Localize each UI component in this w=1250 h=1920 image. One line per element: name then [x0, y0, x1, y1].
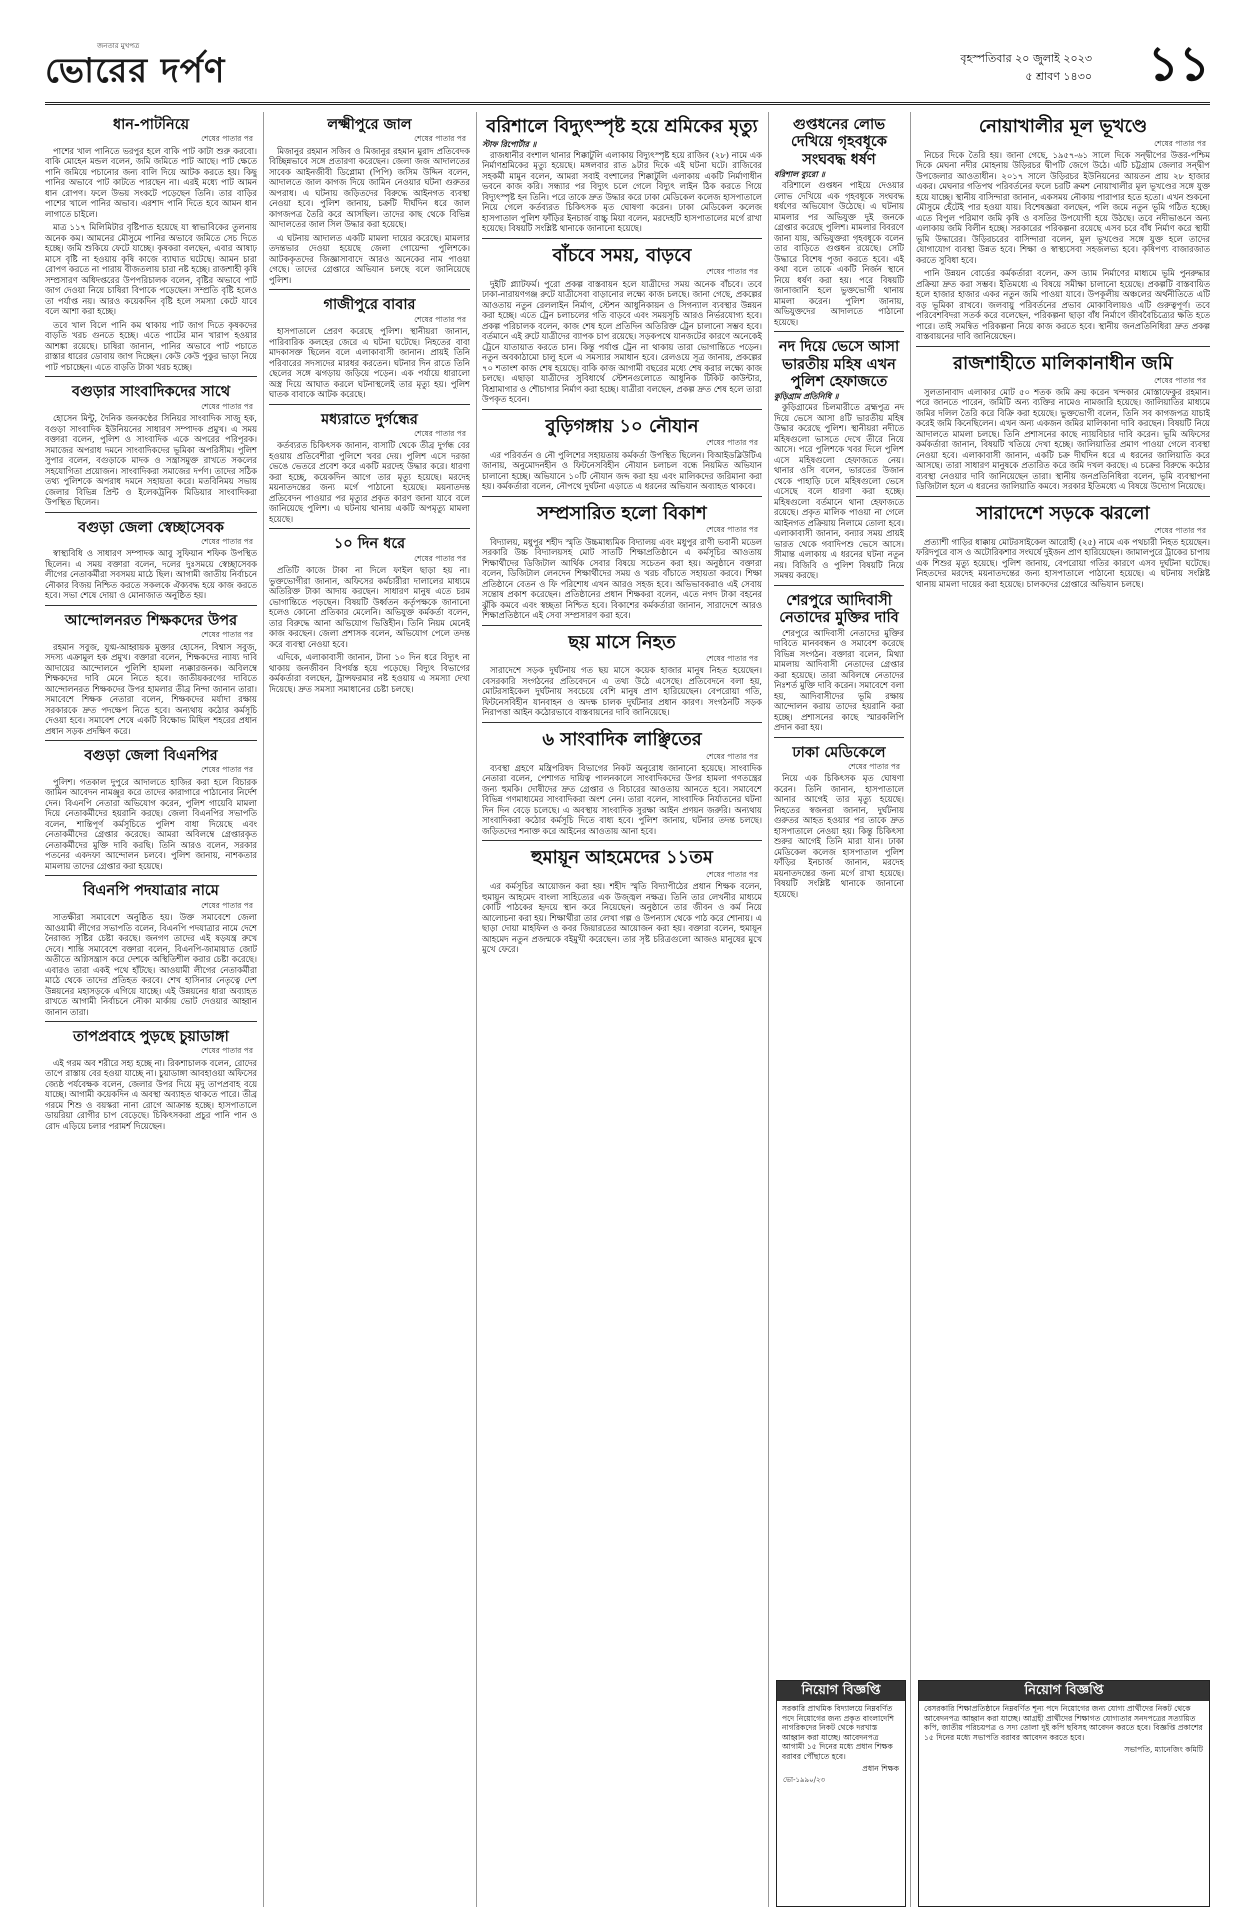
article-paragraph: এই গরম অব শরীরে সহ্য হচ্ছে না। রিকশাচালক বলেন, রোদের তাপে রাস্তায় বের হওয়া যাচ্ছে না। চুয়াডাঙ্গা আবহাওয়া অফিসের জ্যেষ্ঠ পর্যবেক্ষক বলেন, জেলার উপর দিয়ে মৃদু তাপপ্রবাহ বয়ে যাচ্ছে। আগামী কয়েকদিন এ অবস্থা অব্যাহত থাকতে পারে। তীব্র গরমে শিশু ও বয়স্করা নানা রোগে আক্রান্ত হচ্ছে। হাসপাতালে ডায়রিয়া রোগীর চাপ বেড়েছে। চিকিৎসকরা প্রচুর পানি পান ও রোদ এড়িয়ে চলার পরামর্শ দিয়েছেন। [45, 1057, 257, 1131]
headline-laxmipur-jal: লক্ষ্মীপুরে জাল [327, 116, 412, 133]
article-paragraph: তবে খাল বিলে পানি কম থাকায় পাট জাগ দিতে কৃষকদের বাড়তি খরচ গুনতে হচ্ছে। এতে পাটের মান খারাপ হওয়ার আশঙ্কা রয়েছে। চাষিরা জানান, পানির অভাবে পাট পচাতে রাস্তার ধারের ডোবায় জাগ দিচ্ছেন। কেউ কেউ পুকুর ভাড়া নিয়ে পাট পচাচ্ছেন। এতে বাড়তি টাকা খরচ হচ্ছে। [45, 319, 257, 372]
byline: কুড়িগ্রাম প্রতিনিধি ॥ [774, 391, 839, 402]
article-journalists-harassed [482, 722, 762, 836]
headline-electrocution: বরিশালে বিদ্যুৎস্পৃষ্ট হয়ে শ্রমিকের মৃত্যু [486, 116, 758, 137]
headline-buffalo: নদ দিয়ে ভেসে আসা ভারতীয় মহিষ এখন পুলিশ হেফাজতে [778, 338, 900, 390]
recruitment-ad-large [918, 1680, 1210, 1907]
article-paragraph: এর কর্মসূচির আয়োজন করা হয়। শহীদ স্মৃতি বিদ্যাপীঠের প্রধান শিক্ষক বলেন, হুমায়ূন আহমেদ বাংলা সাহিত্যের এক উজ্জ্বল নক্ষত্র। তিনি তার লেখনীর মাধ্যমে কোটি পাঠকের হৃদয়ে স্থান করে নিয়েছেন। অনুষ্ঠানে তার জীবন ও কর্ম নিয়ে আলোচনা করা হয়। শিক্ষার্থীরা তার লেখা গল্প ও উপন্যাস থেকে পাঠ করে শোনায়। এ ছাড়া দোয়া মাহফিল ও কবর জিয়ারতের আয়োজন করা হয়। বক্তারা বলেন, হুমায়ূন আহমেদ নতুন প্রজন্মকে বইমুখী করেছেন। তার সৃষ্ট চরিত্রগুলো আজও মানুষের মুখে মুখে ফেরে। [482, 881, 762, 955]
ad-title: নিয়োগ বিজ্ঞপ্তি [777, 1681, 905, 1701]
continued-label: শেষের পাতার পর [201, 536, 253, 546]
article-paragraph: ব্যবস্থা গ্রহণে মন্ত্রিপরিষদ বিভাগের নিকট অনুরোধ জানানো হয়েছে। সাংবাদিক নেতারা বলেন, পেশাগত দায়িত্ব পালনকালে সাংবাদিকদের উপর হামলা গণতন্ত্রের জন্য হুমকি। দোষীদের দ্রুত গ্রেপ্তার ও বিচারের আওতায় আনতে হবে। সমাবেশে বিভিন্ন গণমাধ্যমের সাংবাদিকরা অংশ নেন। তারা বলেন, সাংবাদিক নির্যাতনের ঘটনা দিন দিন বেড়ে চলেছে। এ অবস্থায় সাংবাদিক সুরক্ষা আইন প্রণয়ন জরুরি। অন্যথায় সাংবাদিকরা কঠোর কর্মসূচি দিতে বাধ্য হবে। পুলিশ জানায়, ঘটনার তদন্ত চলছে। জড়িতদের শনাক্ত করে আইনের আওতায় আনা হবে। [482, 762, 762, 836]
column-divider [476, 112, 477, 1907]
continued-label: শেষের পাতার পর [1154, 138, 1206, 148]
continued-label: শেষের পাতার পর [201, 1046, 253, 1056]
continued-label: শেষের পাতার পর [706, 751, 758, 761]
column-2 [269, 112, 470, 1907]
column-1 [45, 112, 257, 1907]
article-paragraph: সারাদেশে সড়ক দুর্ঘটনায় গত ছয় মাসে কয়েক হাজার মানুষ নিহত হয়েছেন। বেসরকারি সংগঠনের প্রতিবেদনে এ তথ্য উঠে এসেছে। প্রতিবেদনে বলা হয়, মোটরসাইকেল দুর্ঘটনায় সবচেয়ে বেশি মানুষ প্রাণ হারিয়েছেন। বেপরোয়া গতি, ফিটনেসবিহীন যানবাহন ও অদক্ষ চালক দুর্ঘটনার প্রধান কারণ। সংগঠনটি সড়ক নিরাপত্তা আইন কঠোরভাবে বাস্তবায়নের দাবি জানিয়েছে। [482, 665, 762, 718]
article-paragraph: রহমান সবুজ, যুগ্ম-আহ্বায়ক মুক্তার হোসেন, বিশ্বাস সবুজ, সদস্য এক্রামুল হক প্রমুখ। বক্তারা বলেন, শিক্ষকদের ন্যায্য দাবি আদায়ের আন্দোলনে পুলিশি হামলা ন্যক্কারজনক। অবিলম্বে শিক্ষকদের দাবি মেনে নিতে হবে। জাতীয়করণের দাবিতে আন্দোলনরত শিক্ষকদের উপর হামলার তীব্র নিন্দা জানান তারা। সমাবেশে শিক্ষক নেতারা বলেন, শিক্ষকদের মর্যাদা রক্ষায় সরকারকে দ্রুত পদক্ষেপ নিতে হবে। অন্যথায় কঠোর কর্মসূচি দেওয়া হবে। সমাবেশ শেষে একটি বিক্ষোভ মিছিল শহরের প্রধান প্রধান সড়ক প্রদক্ষিণ করে। [45, 641, 257, 736]
continued-label: শেষের পাতার পর [414, 314, 466, 324]
article-paragraph: এ ঘটনায় আদালত একটি মামলা দায়ের করেছে। মামলার তদন্তভার দেওয়া হয়েছে জেলা গোয়েন্দা পুলিশকে। আটককৃতদের জিজ্ঞাসাবাদে আরও অনেকের নাম পাওয়া গেছে। তাদের গ্রেপ্তারে অভিযান চলছে বলে জানিয়েছে পুলিশ। [269, 232, 470, 285]
continued-label: শেষের পাতার পর [848, 762, 900, 772]
headline-teachers: আন্দোলনরত শিক্ষকদের উপর [64, 611, 238, 629]
article-sherpur [774, 585, 904, 733]
continued-label: শেষের পাতার পর [706, 654, 758, 664]
continued-label: শেষের পাতার পর [414, 428, 466, 438]
article-bogura-journalists [45, 376, 257, 507]
article-teachers [45, 605, 257, 736]
article-bkash [482, 496, 762, 621]
article-paragraph: স্বাস্থ্যবিধি ও সাধারণ সম্পাদক আবু সুফিয়ান শফিক উপস্থিত ছিলেন। এ সময় বক্তারা বলেন, দলের দুঃসময়ে স্বেচ্ছাসেবক লীগের নেতাকর্মীরা সবসময় মাঠে ছিল। আগামী জাতীয় নির্বাচনে নৌকার বিজয় নিশ্চিত করতে সকলকে ঐক্যবদ্ধ হয়ে কাজ করতে হবে। সভা শেষে দোয়া ও মোনাজাত অনুষ্ঠিত হয়। [45, 548, 257, 601]
article-paragraph: সাতক্ষীরা সমাবেশে অনুষ্ঠিত হয়। উক্ত সমাবেশে জেলা আওয়ামী লীগের সভাপতি বলেন, বিএনপি পদযাত্রার নামে দেশে নৈরাজ্য সৃষ্টির চেষ্টা করছে। জনগণ তাদের এই ষড়যন্ত্র রুখে দেবে। শান্তি সমাবেশে বক্তারা বলেন, বিএনপি-জামায়াত জোট অতীতে অগ্নিসন্ত্রাস করে দেশকে অস্থিতিশীল করার চেষ্টা করেছে। এবারও তারা একই পথে হাঁটছে। আওয়ামী লীগের নেতাকর্মীরা মাঠে থেকে তাদের প্রতিহত করবে। শেখ হাসিনার নেতৃত্বে দেশ উন্নয়নের মহাসড়কে এগিয়ে যাচ্ছে। এই উন্নয়নের ধারা অব্যাহত রাখতে আগামী নির্বাচনে নৌকা মার্কায় ভোট দেওয়ার আহ্বান জানান তারা। [45, 912, 257, 1017]
headline-bnp-padajatra: বিএনপি পদযাত্রার নামে [83, 882, 219, 900]
article-paragraph: বিদ্যালয়, মধুপুর শহীদ স্মৃতি উচ্চমাধ্যমিক বিদ্যালয় এবং মধুপুর রাণী ভবানী মডেল সরকারি উচ্চ বিদ্যালয়সহ মোট সাতটি শিক্ষাপ্রতিষ্ঠানে এ কর্মসূচির আওতায় শিক্ষার্থীদের ডিজিটাল আর্থিক সেবার বিষয়ে সচেতন করা হয়। অনুষ্ঠানে বক্তারা বলেন, ডিজিটাল লেনদেন শিক্ষার্থীদের সময় ও খরচ বাঁচাতে সহায়তা করবে। শিক্ষা প্রতিষ্ঠানে বেতন ও ফি পরিশোধ এখন আরও সহজ হবে। অভিভাবকরাও এই সেবায় সন্তোষ প্রকাশ করেছেন। প্রতিষ্ঠানের প্রধান শিক্ষকরা বলেন, এতে নগদ টাকা বহনের ঝুঁকি কমবে এবং স্বচ্ছতা নিশ্চিত হবে। বিকাশের কর্মকর্তারা জানান, সারাদেশে আরও শিক্ষাপ্রতিষ্ঠানে এই সেবা সম্প্রসারণ করা হবে। [482, 536, 762, 620]
article-paragraph: এদিকে, এলাকাবাসী জানান, টানা ১০ দিন ধরে বিদ্যুৎ না থাকায় জনজীবন বিপর্যস্ত হয়ে পড়েছে। বিদ্যুৎ বিভাগের কর্মকর্তারা বলছেন, ট্রান্সফরমার নষ্ট হওয়ায় এ সমস্যা দেখা দিয়েছে। দ্রুত সমস্যা সমাধানের চেষ্টা চলছে। [269, 652, 470, 694]
continued-label: শেষের পাতার পর [201, 630, 253, 640]
continued-label: শেষের পাতার পর [706, 267, 758, 277]
recruitment-ad-small [776, 1680, 906, 1907]
issue-date-bangla: ৫ শ্রাবণ ১৪৩০ [1025, 69, 1092, 83]
column-3 [482, 112, 762, 1907]
headline-noakhali: নোয়াখালীর মূল ভূখণ্ডে [978, 116, 1148, 137]
masthead-tagline: জনতার মুখপত্র [97, 42, 140, 50]
article-paragraph: কুড়িগ্রামের চিলমারীতে ব্রহ্মপুত্র নদ দিয়ে ভেসে আসা ৪টি ভারতীয় মহিষ উদ্ধার করেছে পুলিশ। স্থানীয়রা নদীতে মহিষগুলো ভাসতে দেখে তীরে নিয়ে আসে। পরে পুলিশকে খবর দিলে পুলিশ এসে মহিষগুলো হেফাজতে নেয়। থানার ওসি বলেন, ভারতের উজান থেকে পাহাড়ি ঢলে মহিষগুলো ভেসে এসেছে বলে ধারণা করা হচ্ছে। মহিষগুলো বর্তমানে থানা হেফাজতে রয়েছে। প্রকৃত মালিক পাওয়া না গেলে আইনগত প্রক্রিয়ায় নিলামে তোলা হবে। এলাকাবাসী জানান, বন্যার সময় প্রায়ই ভারত থেকে গবাদিপশু ভেসে আসে। সীমান্ত এলাকায় এ ধরনের ঘটনা নতুন নয়। বিজিবি ও পুলিশ বিষয়টি নিয়ে সমন্বয় করছে। [774, 402, 904, 581]
article-paragraph: দুইটি প্ল্যাটফর্ম। পুরো প্রকল্প বাস্তবায়ন হলে যাত্রীদের সময় অনেক বাঁচবে। তবে ঢাকা-নারায়ণগঞ্জ রুটে যাত্রীসেবা বাড়ানোর লক্ষ্যে কাজ চলছে। জানা গেছে, প্রকল্পের আওতায় নতুন রেললাইন নির্মাণ, স্টেশন আধুনিকায়ন ও সিগন্যাল ব্যবস্থার উন্নয়ন করা হচ্ছে। এতে ট্রেন চলাচলের গতি বাড়বে এবং সময়সূচি আরও নির্ভরযোগ্য হবে। প্রকল্প পরিচালক বলেন, কাজ শেষ হলে প্রতিদিন অতিরিক্ত ট্রেন চালানো সম্ভব হবে। বর্তমানে এই রুটে যাত্রীদের ব্যাপক চাপ রয়েছে। সড়কপথে যানজটের কারণে অনেকেই ট্রেনে যাতায়াত করতে চান। কিন্তু পর্যাপ্ত ট্রেন না থাকায় তারা ভোগান্তিতে পড়েন। নতুন অবকাঠামো চালু হলে এ সমস্যার সমাধান হবে। রেলওয়ে সূত্র জানায়, প্রকল্পের ৭০ শতাংশ কাজ শেষ হয়েছে। বাকি কাজ আগামী বছরের মধ্যে শেষ করার লক্ষ্যে কাজ চলছে। এছাড়া যাত্রীদের সুবিধার্থে স্টেশনগুলোতে আধুনিক টিকিট কাউন্টার, বিশ্রামাগার ও শৌচাগার নির্মাণ করা হচ্ছে। যাত্রীরা বলছেন, প্রকল্প দ্রুত শেষ হলে তারা উপকৃত হবেন। [482, 278, 762, 405]
article-paragraph: নিয়ে এক চিকিৎসক মৃত ঘোষণা করেন। তিনি জানান, হাসপাতালে আনার আগেই তার মৃত্যু হয়েছে। নিহতের স্বজনরা জানান, দুর্ঘটনায় গুরুতর আহত হওয়ার পর তাকে দ্রুত হাসপাতালে নেওয়া হয়। কিন্তু চিকিৎসা শুরুর আগেই তিনি মারা যান। ঢাকা মেডিকেল কলেজ হাসপাতাল পুলিশ ফাঁড়ির ইনচার্জ জানান, মরদেহ ময়নাতদন্তের জন্য মর্গে রাখা হয়েছে। বিষয়টি সংশ্লিষ্ট থানাকে জানানো হয়েছে। [774, 773, 904, 899]
article-buriganga [482, 409, 762, 492]
newspaper-logo: ভোরের দর্পণ [45, 51, 226, 91]
headline-bogura-journalists: বগুড়ার সাংবাদিকদের সাথে [71, 383, 231, 401]
ad-title: নিয়োগ বিজ্ঞপ্তি [919, 1681, 1209, 1701]
column-4 [774, 112, 904, 1672]
ad-signature: সভাপতি, ম্যানেজিং কমিটি [1124, 1745, 1203, 1755]
article-paragraph: হোসেন মিন্টু, দৈনিক জনকণ্ঠের সিনিয়র সাংবাদিক সাজু হক, বগুড়া সাংবাদিক ইউনিয়নের সাধারণ সম্পাদক প্রমুখ। এ সময় বক্তারা বলেন, পুলিশ ও সাংবাদিক একে অপরের পরিপূরক। সমাজের অপরাধ দমনে সাংবাদিকদের ভূমিকা অপরিসীম। পুলিশ সুপার বলেন, বগুড়াকে মাদক ও সন্ত্রাসমুক্ত রাখতে সকলের সহযোগিতা প্রয়োজন। সাংবাদিকরা সমাজের দর্পণ। তাদের সঠিক তথ্য পুলিশকে অপরাধ দমনে সহায়তা করে। মতবিনিময় সভায় জেলার বিভিন্ন প্রিন্ট ও ইলেকট্রনিক মিডিয়ার সাংবাদিকরা উপস্থিত ছিলেন। [45, 413, 257, 508]
continued-label: শেষের পাতার পর [706, 438, 758, 448]
headline-six-months: ছয় মাসে নিহত [568, 631, 676, 653]
article-paragraph: মিজানুর রহমান সজিব ও মিজানুর রহমান মুরাদ প্রতিবেদক বিচ্ছিন্নভাবে সঙ্গে প্রতারণা করেছেন। জেলা জজ আদালতের সাবেক আইনজীবী ডিপ্লোমা (পিপি) জসিম উদ্দিন বলেন, আদালতে জাল কাগজ দিয়ে জামিন নেওয়ার ঘটনা গুরুতর অপরাধ। এ ঘটনায় জড়িতদের বিরুদ্ধে আইনগত ব্যবস্থা নেওয়া হবে। পুলিশ জানায়, চক্রটি দীর্ঘদিন ধরে জাল কাগজপত্র তৈরি করে আসছিল। তাদের কাছ থেকে বিভিন্ন আদালতের জাল সিল উদ্ধার করা হয়েছে। [269, 145, 470, 230]
headline-rajshahi-land: রাজশাহীতে মালিকানাধীন জমি [953, 352, 1173, 374]
headline-bogura-volunteer: বগুড়া জেলা স্বেচ্ছাসেবক [78, 518, 224, 536]
article-paragraph: পুলিশ। গতকাল দুপুরে আদালতে হাজির করা হলে বিচারক জামিন আবেদন নামঞ্জুর করে তাদের কারাগারে পাঠানোর নির্দেশ দেন। বিএনপি নেতারা অভিযোগ করেন, পুলিশ গায়েবি মামলা দিয়ে নেতাকর্মীদের হয়রানি করছে। জেলা বিএনপির সভাপতি বলেন, শান্তিপূর্ণ কর্মসূচিতে পুলিশ বাধা দিয়েছে এবং নেতাকর্মীদের গ্রেপ্তার করেছে। আমরা অবিলম্বে গ্রেপ্তারকৃত নেতাকর্মীদের মুক্তি দাবি করছি। তিনি আরও বলেন, সরকার পতনের একদফা আন্দোলন চলবে। পুলিশ জানায়, নাশকতার মামলায় তাদের গ্রেপ্তার করা হয়েছে। [45, 776, 257, 871]
headline-journalists-harassed: ৬ সাংবাদিক লাঞ্ছিতের [542, 728, 702, 750]
article-save-time [482, 238, 762, 405]
article-midnight-smell [269, 404, 470, 525]
article-road-deaths [916, 496, 1210, 589]
ad-signature: প্রধান শিক্ষক [862, 1764, 899, 1774]
headline-road-deaths: সারাদেশে সড়কে ঝরলো [976, 502, 1150, 524]
column-5 [916, 112, 1210, 1672]
page-number: ১১ [1147, 36, 1210, 92]
issue-dates [960, 50, 1092, 85]
article-paragraph: এর পরিবর্তন ও নৌ পুলিশের সহায়তায় কর্মকর্তা উপস্থিত ছিলেন। বিআইডব্লিউটিএ জানায়, অনুমোদনহীন ও ফিটনেসবিহীন নৌযান চলাচল বন্ধে নিয়মিত অভিযান চালানো হচ্ছে। অভিযানে ১০টি নৌযান জব্দ করা হয় এবং মালিকদের জরিমানা করা হয়। কর্মকর্তারা বলেন, নৌপথে দুর্ঘটনা এড়াতে এ ধরনের অভিযান অব্যাহত থাকবে। [482, 449, 762, 492]
headline-humayun-ahmed: হুমায়ূন আহমেদের ১১তম [531, 847, 713, 869]
continued-label: শেষের পাতার পর [201, 900, 253, 910]
article-six-months [482, 625, 762, 718]
ad-code: ভো-১৯৯০/২৩ [783, 1775, 826, 1784]
continued-label: শেষের পাতার পর [414, 553, 466, 563]
article-paragraph: রাজধানীর বংশাল থানার শিক্কাটুলি এলাকায় বিদ্যুৎস্পৃষ্ট হয়ে রাজিব (২৮) নামে এক নির্মাণশ্রমিকের মৃত্যু হয়েছে। মঙ্গলবার রাত ৯টার দিকে এই ঘটনা ঘটে। রাজিবের সহকর্মী মামুন বলেন, আমরা সবাই বংশালের শিক্কাটুলি এলাকায় একটি নির্মাণাধীন ভবনে কাজ করি। সন্ধ্যার পর বিদ্যুৎ চলে গেলে বিদ্যুৎ লাইন ঠিক করতে গিয়ে বিদ্যুৎস্পৃষ্ট হন তিনি। পরে তাকে দ্রুত উদ্ধার করে ঢাকা মেডিকেল কলেজ হাসপাতালে নিয়ে গেলে কর্তব্যরত চিকিৎসক মৃত ঘোষণা করেন। ঢাকা মেডিকেল কলেজ হাসপাতাল পুলিশ ফাঁড়ির ইনচার্জ বাচ্চু মিয়া বলেন, মরদেহটি হাসপাতালের মর্গে রাখা হয়েছে। বিষয়টি সংশ্লিষ্ট থানাকে জানানো হয়েছে। [482, 149, 762, 234]
column-divider [768, 112, 769, 1907]
continued-label: শেষের পাতার পর [201, 765, 253, 775]
ad-body: বেসরকারি শিক্ষাপ্রতিষ্ঠানে নিম্নবর্ণিত শূন্য পদে নিয়োগের জন্য যোগ্য প্রার্থীদের নিকট থেকে আবেদনপত্র আহ্বান করা যাচ্ছে। আগ্রহী প্রার্থীদের শিক্ষাগত যোগ্যতার সনদপত্রের সত্যায়িত কপি, জাতীয় পরিচয়পত্র ও সদ্য তোলা দুই কপি ছবিসহ আবেদন করতে হবে। বিজ্ঞপ্তি প্রকাশের ১৫ দিনের মধ্যে সভাপতি বরাবর আবেদন করতে হবে। [924, 1704, 1203, 1742]
column-divider [263, 112, 264, 1907]
ad-body: সরকারি প্রাথমিক বিদ্যালয়ে নিম্নবর্ণিত পদে নিয়োগের জন্য প্রকৃত বাংলাদেশি নাগরিকদের নিকট থেকে দরখাস্ত আহ্বান করা যাচ্ছে। আবেদনপত্র আগামী ১৫ দিনের মধ্যে প্রধান শিক্ষক বরাবর পৌঁছাতে হবে। [782, 1704, 894, 1761]
article-chuadanga-heat [45, 1021, 257, 1131]
issue-date-gregorian: বৃহস্পতিবার ২০ জুলাই ২০২৩ [960, 52, 1092, 65]
article-paragraph: হাসপাতালে প্রেরণ করেছে পুলিশ। স্থানীয়রা জানান, পারিবারিক কলহের জেরে এ ঘটনা ঘটেছে। নিহতের বাবা মাদকাসক্ত ছিলেন বলে এলাকাবাসী জানান। প্রায়ই তিনি পরিবারের সদস্যদের মারধর করতেন। ঘটনার দিন রাতে তিনি ছেলের সঙ্গে ঝগড়ায় জড়িয়ে পড়েন। এক পর্যায়ে ধারালো অস্ত্র দিয়ে আঘাত করলে ঘটনাস্থলেই তার মৃত্যু হয়। পুলিশ ঘাতক বাবাকে আটক করেছে। [269, 326, 470, 400]
continued-label: শেষের পাতার পর [201, 401, 253, 411]
byline: বরিশাল ব্যুরো ॥ [774, 169, 825, 180]
article-paragraph: প্রতিটি কাজে টাকা না দিলে ফাইল ছাড়া হয় না। ভুক্তভোগীরা জানান, অফিসের কর্মচারীরা দালালের মাধ্যমে অতিরিক্ত টাকা আদায় করছেন। সাধারণ মানুষ এতে চরম ভোগান্তিতে পড়ছেন। বিষয়টি উর্ধ্বতন কর্তৃপক্ষকে জানানো হলেও কোনো প্রতিকার মেলেনি। অভিযুক্ত কর্মকর্তা বলেন, তার বিরুদ্ধে আনা অভিযোগ ভিত্তিহীন। তিনি নিয়ম মেনেই কাজ করছেন। জেলা প্রশাসক বলেন, অভিযোগ পেলে তদন্ত করে ব্যবস্থা নেওয়া হবে। [269, 565, 470, 649]
continued-label: শেষের পাতার পর [706, 870, 758, 880]
article-paragraph: প্রত্যাশী গাড়ির ধাক্কায় মোটরসাইকেল আরোহী (২৫) নামে এক পথচারী নিহত হয়েছেন। ফরিদপুরে বাস ও অটোরিকশার সংঘর্ষে দুইজন প্রাণ হারিয়েছেন। জামালপুরে ট্রাকের চাপায় এক শিশুর মৃত্যু হয়েছে। পুলিশ জানায়, বেপরোয়া গতির কারণে এসব দুর্ঘটনা ঘটেছে। নিহতদের মরদেহ ময়নাতদন্তের জন্য হাসপাতালে পাঠানো হয়েছে। এ ঘটনায় সংশ্লিষ্ট থানায় মামলা দায়ের করা হয়েছে। চালকদের গ্রেপ্তারে অভিযান চলছে। [916, 536, 1210, 589]
byline: স্টাফ রিপোর্টার ॥ [482, 138, 537, 149]
headline-buriganga: বুড়িগঙ্গায় ১০ নৌযান [545, 415, 699, 437]
article-bnp-padajatra [45, 875, 257, 1017]
article-gazipur [269, 289, 470, 399]
continued-label: শেষের পাতার পর [201, 134, 253, 144]
article-paragraph: সুলতানাবাদ এলাকার মোট ৫০ শতক জমি ক্রয় করেন খন্দকার মোস্তাফেকুর রহমান। পরে জানতে পারেন, জমিটি অন্য ব্যক্তির নামেও নামজারি হয়েছে। জালিয়াতির মাধ্যমে জমির দলিল তৈরি করে বিক্রি করা হয়েছে। ভুক্তভোগী বলেন, তিনি সব কাগজপত্র যাচাই করেই জমি কিনেছিলেন। এখন অন্য একজন জমির মালিকানা দাবি করছেন। বিষয়টি নিয়ে আদালতে মামলা চলছে। তিনি প্রশাসনের কাছে ন্যায়বিচার দাবি করেন। ভূমি অফিসের কর্মকর্তারা জানান, বিষয়টি খতিয়ে দেখা হচ্ছে। জালিয়াতির প্রমাণ পাওয়া গেলে ব্যবস্থা নেওয়া হবে। এলাকাবাসী জানান, একটি চক্র দীর্ঘদিন ধরে এ ধরনের জালিয়াতি করে আসছে। তারা সাধারণ মানুষকে প্রতারিত করে জমি দখল করছে। এ চক্রের বিরুদ্ধে কঠোর ব্যবস্থা নেওয়ার দাবি জানিয়েছেন তারা। স্থানীয় জনপ্রতিনিধিরা বলেন, ভূমি ব্যবস্থাপনা ডিজিটাল হলে এ ধরনের জালিয়াতি কমবে। সরকার ইতিমধ্যে এ বিষয়ে উদ্যোগ নিয়েছে। [916, 386, 1210, 492]
headline-treasure: গুপ্তধনের লোভ দেখিয়ে গৃহবধূকে সংঘবদ্ধ ধর্ষণ [791, 116, 887, 168]
article-buffalo [774, 331, 904, 581]
continued-label: শেষের পাতার পর [1154, 525, 1206, 535]
article-paragraph: নিচের দিকে তৈরি হয়। জানা গেছে, ১৯৫৭-৬১ সালে দিকে সন্দ্বীপের উত্তর-পশ্চিম দিকে মেঘনা নদীর মোহনায় উড়িরচর দ্বীপটি জেগে উঠে। এটি চট্টগ্রাম জেলার সন্দ্বীপ উপজেলার আওতাধীন। ২০১৭ সালে উড়িরচর ইউনিয়নের আয়তন প্রায় ২৮ হাজার একর। মেঘনার গতিপথ পরিবর্তনের ফলে চরটি ক্রমশ নোয়াখালীর মূল ভূখণ্ডের সঙ্গে যুক্ত হয়ে যাচ্ছে। স্থানীয় বাসিন্দারা জানান, একসময় নৌকায় পারাপার হতে হতো। এখন শুকনো মৌসুমে হেঁটেই পার হওয়া যায়। বিশেষজ্ঞরা বলছেন, পলি জমে নতুন ভূমি গঠিত হচ্ছে। এতে বিপুল পরিমাণ জমি কৃষি ও বসতির উপযোগী হয়ে উঠছে। তবে নদীভাঙনে অন্য এলাকায় জমি বিলীন হচ্ছে। সরকারের পরিকল্পনা রয়েছে এসব চরে বাঁধ নির্মাণ করে স্থায়ী ভূমি উদ্ধারের। উড়িরচরের বাসিন্দারা বলেন, মূল ভূখণ্ডের সঙ্গে যুক্ত হলে তাদের যোগাযোগ ব্যবস্থা উন্নত হবে। শিক্ষা ও স্বাস্থ্যসেবা সহজলভ্য হবে। কৃষিপণ্য বাজারজাত করতে সুবিধা হবে। [916, 149, 1210, 265]
article-paragraph: পাশের খাল পানিতে ভরপুর হলে বাকি পাট কাটা শুরু করবো। বাকি মোহেন মন্ডল বলেন, জমি জমিতে পাট আছে। পাট ক্ষেতে পানি জমিয়ে পচানোর জন্য বালি দিয়ে আটক করতে হয়। কিছু পানির অভাবে পাট কাটতে পারছেন না। এরই মধ্যে পাট আমন ধান রোপণ। ফলে উভয় সংকটে পড়েছেন তিনি। তার বাড়ির পাশের খালে পানির অভাব। এরশাদ পানি দিতে হবে আমন ধান লাগাতে চাইলে। [45, 145, 257, 219]
headline-ten-days: ১০ দিন ধরে [333, 535, 406, 553]
article-bogura-bnp [45, 740, 257, 871]
headline-chuadanga-heat: তাপপ্রবাহে পুড়ছে চুয়াডাঙ্গা [73, 1028, 229, 1046]
headline-sherpur: শেরপুরে আদিবাসী নেতাদের মুক্তির দাবি [779, 591, 899, 627]
article-paragraph: মাত্র ১১৭ মিলিমিটার বৃষ্টিপাত হয়েছে যা স্বাভাবিকের তুলনায় অনেক কম। আমনের মৌসুমে পানির অভাবে জমিতে সেচ দিতে হচ্ছে। জমি শুকিয়ে ফেটে যাচ্ছে। কৃষকরা বলছেন, এবার আষাঢ় মাসে বৃষ্টি না হওয়ায় কৃষি কাজে ব্যাঘাত ঘটেছে। আমন চারা রোপণ করতে না পারায় বীজতলায় চারা নষ্ট হচ্ছে। রাজশাহী কৃষি সম্প্রসারণ অধিদপ্তরের উপপরিচালক বলেন, বৃষ্টির অভাবে পাট জাগ দেওয়া নিয়ে চাষিরা বিপাকে পড়েছেন। সম্প্রতি বৃষ্টি হলেও তা পর্যাপ্ত নয়। আরও কয়েকদিন বৃষ্টি হলে সমস্যা কেটে যাবে বলে আশা করা হচ্ছে। [45, 222, 257, 317]
headline-save-time: বাঁচবে সময়, বাড়বে [552, 244, 692, 266]
headline-dhan-pat: ধান-পাটনিয়ে [112, 116, 190, 133]
headline-dhaka-medical: ঢাকা মেডিকেলে [792, 743, 886, 761]
article-dhaka-medical [774, 737, 904, 900]
continued-label: শেষের পাতার পর [414, 134, 466, 144]
headline-bkash: সম্প্রসারিত হলো বিকাশ [537, 502, 707, 524]
article-paragraph: বরিশালে গুপ্তধন পাইয়ে দেওয়ার লোভ দেখিয়ে এক গৃহবধূকে সংঘবদ্ধ ধর্ষণের অভিযোগ উঠেছে। এ ঘটনায় মামলার পর অভিযুক্ত দুই জনকে গ্রেপ্তার করেছে পুলিশ। মামলার বিবরণে জানা যায়, অভিযুক্তরা গৃহবধূকে বলেন তার বাড়িতে গুপ্তধন রয়েছে। সেটি উদ্ধারে বিশেষ পূজা করতে হবে। এই কথা বলে তাকে একটি নির্জন স্থানে নিয়ে ধর্ষণ করা হয়। পরে বিষয়টি জানাজানি হলে ভুক্তভোগী থানায় মামলা করেন। পুলিশ জানায়, অভিযুক্তদের আদালতে পাঠানো হয়েছে। [774, 180, 904, 327]
masthead [45, 36, 1210, 105]
article-paragraph: পানি উন্নয়ন বোর্ডের কর্মকর্তারা বলেন, ক্রস ড্যাম নির্মাণের মাধ্যমে ভূমি পুনরুদ্ধার প্রক্রিয়া দ্রুত করা সম্ভব। ইতিমধ্যে এ বিষয়ে সমীক্ষা চালানো হয়েছে। প্রকল্পটি বাস্তবায়িত হলে হাজার হাজার একর নতুন জমি পাওয়া যাবে। উপকূলীয় অঞ্চলের অর্থনীতিতে এটি বড় ভূমিকা রাখবে। জলবায়ু পরিবর্তনের প্রভাব মোকাবিলায়ও এটি গুরুত্বপূর্ণ। তবে পরিবেশবিদরা সতর্ক করে বলেছেন, পরিকল্পনা ছাড়া বাঁধ নির্মাণে জীববৈচিত্র্যের ক্ষতি হতে পারে। তাই সমন্বিত পরিকল্পনা নিয়ে কাজ করতে হবে। স্থানীয় জনপ্রতিনিধিরা দ্রুত প্রকল্প বাস্তবায়নের দাবি জানিয়েছেন। [916, 268, 1210, 342]
article-rajshahi-land [916, 346, 1210, 492]
headline-gazipur: গাজীপুরে বাবার [323, 296, 416, 314]
headline-midnight-smell: মধ্যরাতে দুর্গন্ধের [321, 410, 418, 428]
continued-label: শেষের পাতার পর [706, 525, 758, 535]
article-bogura-volunteer [45, 512, 257, 601]
continued-label: শেষের পাতার পর [1154, 375, 1206, 385]
article-ten-days [269, 528, 470, 694]
column-divider [910, 112, 911, 1907]
article-paragraph: কর্তব্যরত চিকিৎসক জানান, বাসাটি থেকে তীব্র দুর্গন্ধ বের হওয়ায় প্রতিবেশীরা পুলিশে খবর দেয়। পুলিশ এসে দরজা ভেঙে ভেতরে প্রবেশ করে একটি মরদেহ উদ্ধার করে। ধারণা করা হচ্ছে, কয়েকদিন আগে তার মৃত্যু হয়েছে। মরদেহ ময়নাতদন্তের জন্য মর্গে পাঠানো হয়েছে। ময়নাতদন্ত প্রতিবেদন পাওয়ার পর মৃত্যুর প্রকৃত কারণ জানা যাবে বলে জানিয়েছে পুলিশ। এ ঘটনায় থানায় একটি অপমৃত্যু মামলা হয়েছে। [269, 440, 470, 524]
article-humayun-ahmed [482, 840, 762, 954]
headline-bogura-bnp: বগুড়া জেলা বিএনপির [84, 747, 218, 765]
article-paragraph: শেরপুরে আদিবাসী নেতাদের মুক্তির দাবিতে মানববন্ধন ও সমাবেশ করেছে বিভিন্ন সংগঠন। বক্তারা বলেন, মিথ্যা মামলায় আদিবাসী নেতাদের গ্রেপ্তার করা হয়েছে। তারা অবিলম্বে নেতাদের নিঃশর্ত মুক্তি দাবি করেন। সমাবেশে বলা হয়, আদিবাসীদের ভূমি রক্ষায় আন্দোলন করায় তাদের হয়রানি করা হচ্ছে। প্রশাসনের কাছে স্মারকলিপি প্রদান করা হয়। [774, 627, 904, 733]
